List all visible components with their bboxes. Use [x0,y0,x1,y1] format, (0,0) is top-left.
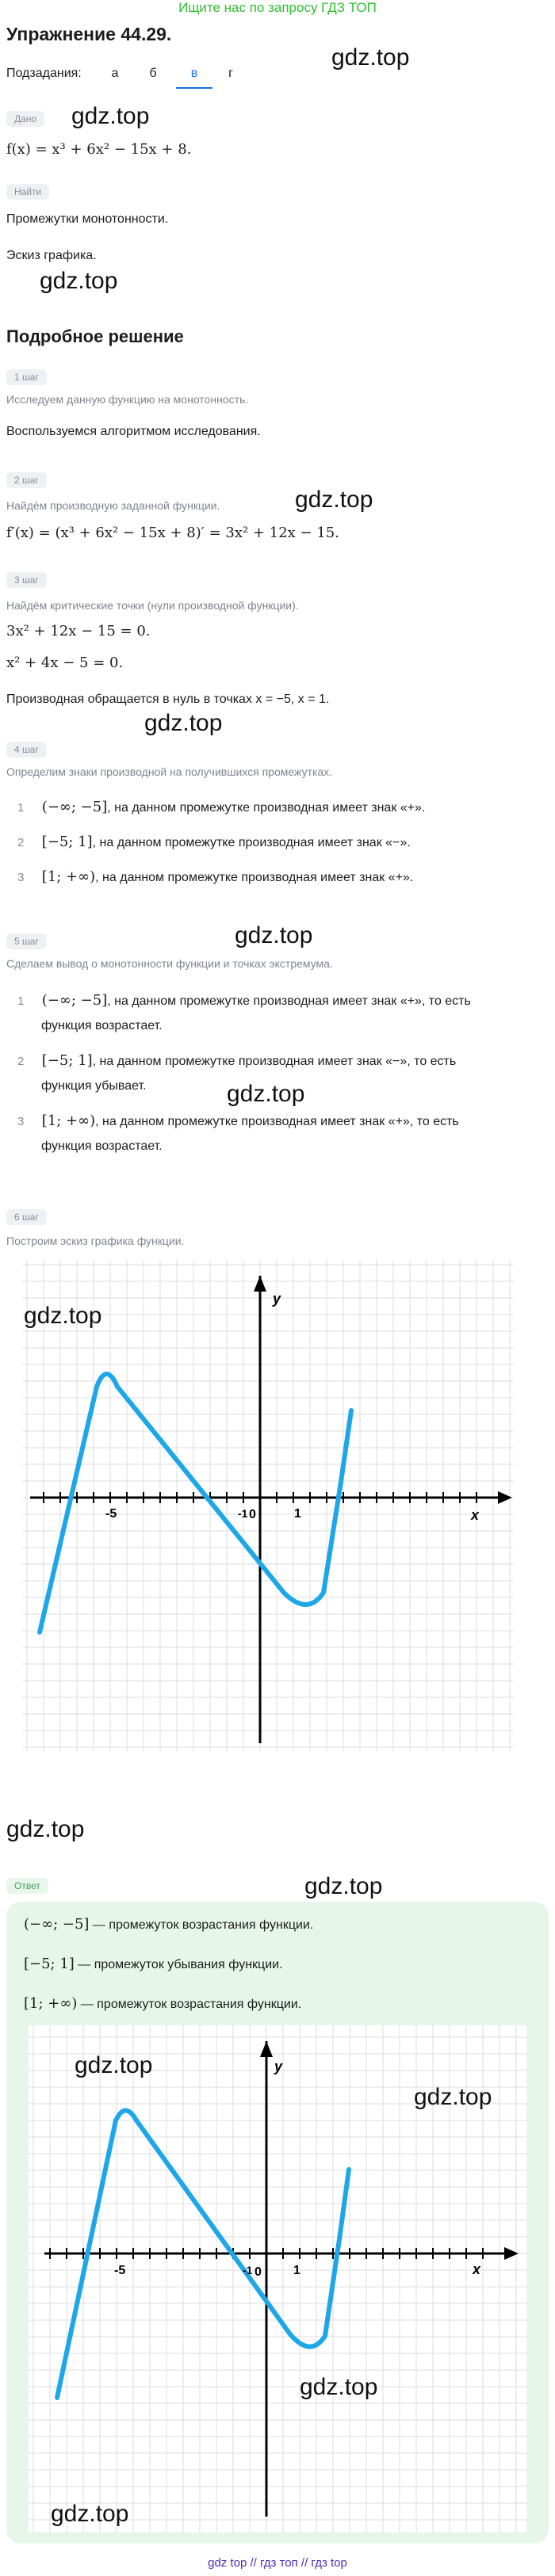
find-item: Эскиз графика. [6,249,97,262]
item-text: , на данном промежутке производная имеет знак «+», то есть [95,1115,459,1128]
interval: (−∞; −5] [24,1916,90,1933]
top-link[interactable]: Ищите нас по запросу ГДЗ ТОП [178,0,377,15]
list-item [17,992,471,1009]
watermark: gdz.top [227,1081,305,1107]
answer-text: — промежуток возрастания функции. [77,1998,302,2011]
given-tag: Дано [6,111,44,127]
y-label: y [274,2059,283,2074]
item-text: , на данном промежутке производная имеет знак «+». [95,871,414,884]
watermark: gdz.top [331,44,410,71]
list-item [17,799,425,815]
interval: (−∞; −5] [41,799,108,815]
item-number: 1 [17,994,25,1008]
active-tab-underline [176,87,212,89]
function-graph [22,1260,530,1751]
watermark: gdz.top [6,1816,85,1842]
watermark: gdz.top [304,1873,383,1899]
answer-text: — промежуток возрастания функции. [89,1918,314,1932]
item-text: функция убывает. [41,1079,147,1093]
step-caption: Исследуем данную функцию на монотонность. [6,393,249,406]
item-number: 3 [17,1115,25,1128]
step-formula: f′(x) = (x³ + 6x² − 15x + 8)′ = 3x² + 12x − 15. [6,525,339,541]
step-text: Производная обращается в нуль в точках x = −5, x = 1. [6,693,330,706]
watermark: gdz.top [75,2052,153,2078]
x-label: x [471,1507,480,1523]
tick-label: -5 [105,1507,117,1521]
answer-item [24,1956,283,1972]
watermark: gdz.top [414,2084,492,2110]
interval: [1; +∞) [24,1995,78,2012]
step-tag: 3 шаг [6,572,47,588]
given-formula: f(x) = x³ + 6x² − 15x + 8. [6,141,192,158]
tick-label: 0 [255,2265,262,2279]
answer-item [24,1916,313,1933]
subtask-v[interactable]: в [190,67,198,80]
find-item: Промежутки монотонности. [6,212,169,226]
tick-label: -5 [114,2264,126,2277]
watermark: gdz.top [40,268,118,294]
step-tag: 1 шаг [6,369,47,385]
step-formula: x² + 4x − 5 = 0. [6,654,124,671]
item-text: функция возрастает. [41,1139,163,1153]
subtask-b[interactable]: б [149,67,157,80]
interval: [1; +∞) [41,1112,96,1129]
answer-item [24,1995,301,2012]
item-text: , на данном промежутке производная имеет знак «−», то есть [92,1055,457,1068]
step-caption: Найдём производную заданной функции. [6,499,220,512]
list-item [17,1052,456,1069]
answer-graph [29,2025,526,2532]
function-curve [40,1374,351,1632]
step-caption: Определим знаки производной на получившихся промежутках. [6,765,333,778]
step-caption: Сделаем вывод о монотонности функции и точках экстремума. [6,957,333,970]
item-text: , на данном промежутке производная имеет знак «+», то есть [107,994,471,1008]
tick-label: 1 [294,1507,301,1521]
tick-label: -1 [238,1507,248,1520]
tick-label: 1 [293,2264,300,2277]
item-text: функция возрастает. [41,1019,163,1032]
solution-title: Подробное решение [6,326,184,346]
step-formula: 3x² + 12x − 15 = 0. [6,623,151,639]
answer-tag: Ответ [6,1878,48,1894]
list-item [17,868,413,885]
item-number: 1 [17,801,25,815]
item-text: , на данном промежутке производная имеет знак «−». [92,836,411,849]
tick-label: 0 [249,1508,256,1521]
step-caption: Найдём критические точки (нули производной функции). [6,599,299,612]
footer-links[interactable]: gdz top // гдз топ // гдз top [208,2556,347,2570]
watermark: gdz.top [24,1303,102,1329]
step-tag: 5 шаг [6,933,47,949]
watermark: gdz.top [300,2374,378,2400]
list-item [17,834,411,850]
item-number: 2 [17,1055,25,1068]
interval: (−∞; −5] [41,992,108,1009]
tick-label: -1 [243,2264,253,2276]
list-item [17,1112,459,1129]
step-tag: 2 шаг [6,472,47,488]
interval: [−5; 1] [24,1956,75,1972]
interval: [1; +∞) [41,868,96,885]
find-tag: Найти [6,184,49,200]
item-number: 3 [17,871,25,884]
watermark: gdz.top [51,2501,129,2527]
step-text: Воспользуемся алгоритмом исследования. [6,425,261,438]
graph-grid [22,1260,514,1751]
interval: [−5; 1] [41,1052,93,1069]
watermark: gdz.top [144,710,223,736]
watermark: gdz.top [295,487,373,513]
subtask-a[interactable]: а [111,67,119,80]
page-title: Упражнение 44.29. [6,24,172,44]
y-label: y [273,1291,281,1307]
item-number: 2 [17,836,25,849]
subtasks-label: Подзадания: [6,67,82,80]
step-tag: 4 шаг [6,742,47,758]
step-caption: Построим эскиз графика функции. [6,1235,185,1247]
watermark: gdz.top [235,922,313,948]
step-tag: 6 шаг [6,1209,47,1225]
interval: [−5; 1] [41,834,93,850]
subtask-g[interactable]: г [228,67,233,80]
y-axis-arrow [254,1276,266,1292]
answer-text: — промежуток убывания функции. [74,1958,283,1971]
x-label: x [473,2261,481,2277]
watermark: gdz.top [71,103,150,129]
item-text: , на данном промежутке производная имеет знак «+». [107,801,426,815]
